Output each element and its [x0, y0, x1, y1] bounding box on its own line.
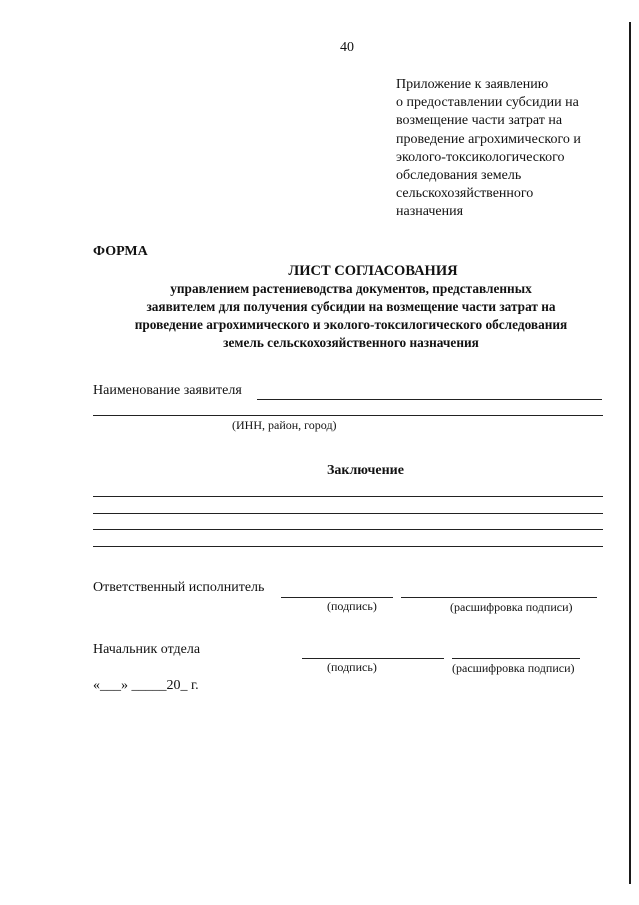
conclusion-heading: Заключение — [327, 463, 404, 478]
head-signature-field[interactable] — [302, 658, 444, 659]
appendix-line: эколого-токсикологического — [396, 149, 565, 165]
applicant-label: Наименование заявителя — [93, 383, 242, 398]
title-line: управлением растениеводства документов, представленных — [170, 281, 532, 296]
title-line: земель сельскохозяйственного назначения — [223, 335, 479, 350]
conclusion-line-1[interactable] — [93, 496, 603, 497]
executor-label: Ответственный исполнитель — [93, 580, 265, 595]
executor-decoding-field[interactable] — [401, 597, 597, 598]
applicant-name-field-continued[interactable] — [93, 415, 603, 416]
appendix-line: сельскохозяйственного — [396, 186, 534, 202]
appendix-line: назначения — [396, 204, 464, 220]
appendix-note — [396, 76, 624, 222]
form-label: ФОРМА — [93, 244, 148, 259]
executor-decoding-caption: (расшифровка подписи) — [450, 600, 573, 614]
head-decoding-caption: (расшифровка подписи) — [452, 661, 575, 675]
head-signature-caption: (подпись) — [327, 660, 377, 674]
title-main: ЛИСТ СОГЛАСОВАНИЯ — [288, 263, 458, 279]
appendix-line: обследования земель — [396, 168, 522, 184]
appendix-line: о предоставлении субсидии на — [396, 95, 579, 111]
title-line: заявителем для получения субсидии на возмещение части затрат на — [146, 299, 556, 314]
appendix-line: Приложение к заявлению — [396, 77, 549, 92]
document-title — [92, 262, 610, 352]
appendix-line: проведение агрохимического и — [396, 131, 581, 147]
page-number: 40 — [340, 40, 354, 55]
executor-signature-caption: (подпись) — [327, 599, 377, 613]
head-decoding-field[interactable] — [452, 658, 580, 659]
appendix-line: возмещение части затрат на — [396, 113, 563, 129]
head-of-department-label: Начальник отдела — [93, 642, 201, 657]
applicant-name-field[interactable] — [257, 399, 602, 400]
page-edge-line — [629, 22, 631, 884]
applicant-caption: (ИНН, район, город) — [232, 418, 337, 432]
executor-signature-field[interactable] — [281, 597, 393, 598]
date-line[interactable]: «___» _____20_ г. — [93, 678, 199, 693]
conclusion-line-3[interactable] — [93, 529, 603, 530]
conclusion-line-2[interactable] — [93, 513, 603, 514]
conclusion-line-4[interactable] — [93, 546, 603, 547]
title-line: проведение агрохимического и эколого-токсилогического обследования — [134, 317, 568, 332]
